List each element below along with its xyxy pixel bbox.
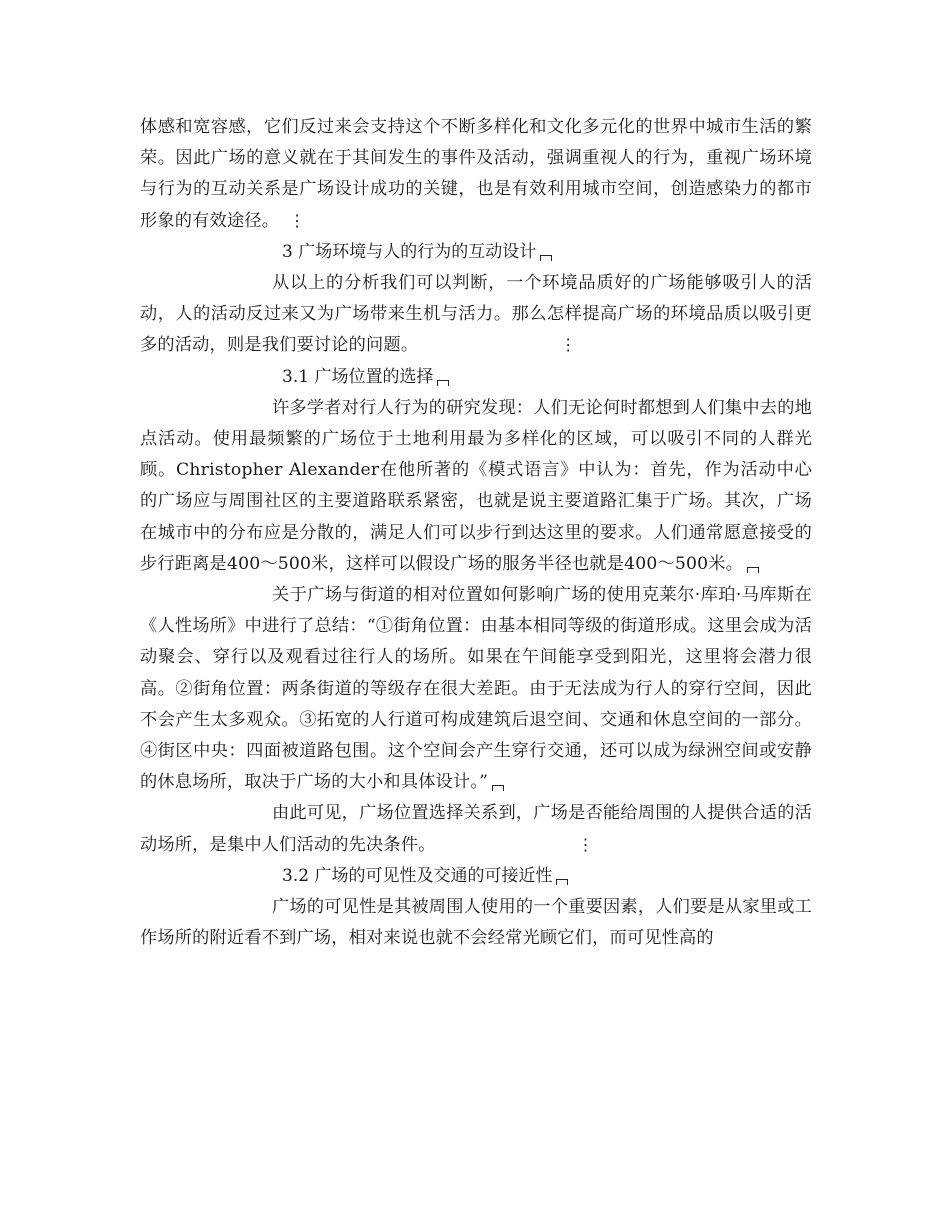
paragraph-return-mark: [540, 255, 552, 261]
paragraph-4-text: 关于广场与街道的相对位置如何影响广场的使用克莱尔·库珀·马库斯在《人性场所》中进行了总结：“①街角位置：由基本相同等级的街道形成。这里会成为活动聚会、穿行以及观看过往行人的场所。如果在午间能享受到阳光，这里将会潜力很高。②街角位置：两条街道的等级存在很大差距。由于无法成为行人的穿行空间，因此不会产生太多观众。③拓宽的人行道可构成建筑后退空间、交通和休息空间的一部分。④街区中央：四面被道路包围。这个空间会产生穿行交通，还可以成为绿洲空间或安静的休息场所，取决于广场的大小和具体设计。”: [140, 585, 812, 793]
paragraph-4: [140, 580, 812, 798]
paragraph-3: [140, 393, 812, 580]
section-heading-3-2: [140, 861, 812, 892]
paragraph-6: [140, 892, 812, 954]
paragraph-return-mark: [492, 785, 504, 791]
document-page: [140, 112, 812, 954]
section-heading-3-2-text: 3.2 广场的可见性及交通的可接近性: [282, 865, 553, 886]
paragraph-6-text: 广场的可见性是其被周围人使用的一个重要因素，人们要是从家里或工作场所的附近看不到广场，相对来说也就不会经常光顾它们，而可见性高的: [140, 897, 812, 949]
paragraph-1: [140, 112, 812, 237]
vertical-dots-mark: ⋮: [560, 335, 577, 355]
paragraph-2-text: 从以上的分析我们可以判断，一个环境品质好的广场能够吸引人的活动，人的活动反过来又为广场带来生机与活力。那么怎样提高广场的环境品质以吸引更多的活动，则是我们要讨论的问题。: [140, 273, 812, 356]
paragraph-5-text: 由此可见，广场位置选择关系到，广场是否能给周围的人提供合适的活动场所，是集中人们活动的先决条件。: [140, 803, 812, 855]
paragraph-2: [140, 268, 812, 362]
section-heading-3-1: [140, 362, 812, 393]
paragraph-return-mark: [556, 879, 568, 885]
section-heading-3-text: 3 广场环境与人的行为的互动设计: [282, 241, 537, 262]
paragraph-1-text: 体感和宽容感，它们反过来会支持这个不断多样化和文化多元化的世界中城市生活的繁荣。因此广场的意义就在于其间发生的事件及活动，强调重视人的行为，重视广场环境与行为的互动关系是广场设计成功的关键，也是有效利用城市空间，创造感染力的都市形象的有效途径。: [140, 117, 812, 231]
section-heading-3-1-text: 3.1 广场位置的选择: [282, 366, 434, 387]
paragraph-return-mark: [437, 380, 449, 386]
paragraph-3-text: 许多学者对行人行为的研究发现：人们无论何时都想到人们集中去的地点活动。使用最频繁的广场位于土地利用最为多样化的区域，可以吸引不同的人群光顾。Christopher Alexander在他所著的《模式语言》中认为：首先，作为活动中心的广场应与周围社区的主要道路联系紧密，也就是说主要道路汇集于广场。其次，广场在城市中的分布应是分散的，满足人们可以步行到达这里的要求。人们通常愿意接受的步行距离是400～500米，这样可以假设广场的服务半径也就是400～500米。: [140, 397, 812, 574]
vertical-dots-mark: ⋮: [289, 210, 306, 230]
vertical-dots-mark: ⋮: [577, 834, 594, 854]
paragraph-return-mark: [747, 567, 759, 573]
paragraph-5: [140, 798, 812, 860]
section-heading-3: [140, 237, 812, 268]
